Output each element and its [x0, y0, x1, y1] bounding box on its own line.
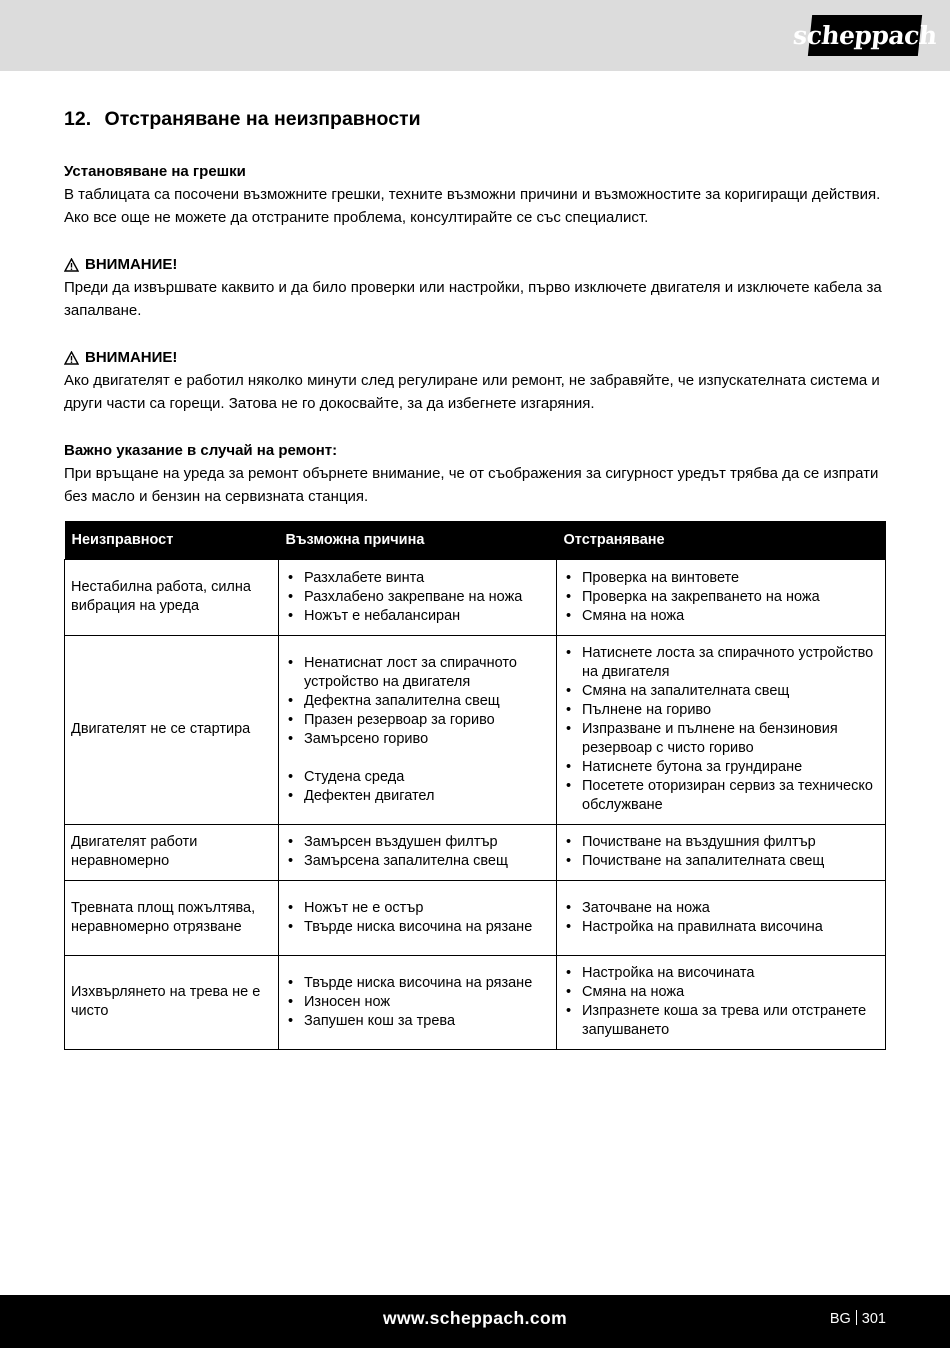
list-item: • Смяна на ножа	[563, 983, 879, 1002]
list-item: • Смяна на ножа	[563, 607, 879, 626]
list-item: • Разхлабете винта	[285, 569, 550, 588]
diagnosis-text: В таблицата са посочени възможните грешки, техните възможни причини и възможностите за коригиращи действия. Ако все още не можете да отстраните проблема, консултирайте се със специалист.	[64, 186, 881, 226]
diagnosis-block	[64, 160, 886, 229]
list-item: • Изпразване и пълнене на бензиновия резервоар с чисто гориво	[563, 720, 879, 758]
list-item: • Пълнене на гориво	[563, 701, 879, 720]
table-header-row	[65, 521, 886, 560]
repair-text: При връщане на уреда за ремонт обърнете внимание, че от съображения за сигурност уредът трябва да се изпрати без масло и бензин на сервизната станция.	[64, 465, 879, 505]
remedy-cell	[557, 825, 886, 881]
warning-triangle-icon	[64, 351, 79, 365]
cause-cell	[279, 956, 557, 1050]
list-item: • Почистване на запалителната свещ	[563, 852, 879, 871]
remedy-cell	[557, 560, 886, 636]
warning-block-2	[64, 346, 886, 415]
page-indicator	[830, 1310, 886, 1327]
page-number: 301	[861, 1311, 886, 1327]
header-cause: Възможна причина	[279, 521, 557, 560]
section-heading	[64, 104, 886, 134]
list-item: • Заточване на ножа	[563, 899, 879, 918]
list-item: • Почистване на въздушния филтър	[563, 833, 879, 852]
warning-heading-1	[64, 253, 886, 276]
list-item: • Ножът не е остър	[285, 899, 550, 918]
header-remedy: Отстраняване	[557, 521, 886, 560]
remedy-cell	[557, 881, 886, 956]
footer-bar	[0, 1295, 950, 1348]
warning-block-1	[64, 253, 886, 322]
table-row	[65, 956, 886, 1050]
list-item: • Натиснете бутона за грундиране	[563, 758, 879, 777]
warning-title-1: ВНИМАНИЕ!	[85, 256, 178, 273]
website-link[interactable]: www.scheppach.com	[382, 1308, 568, 1328]
fault-cell: Двигателят не се стартира	[65, 636, 279, 825]
warning-heading-2	[64, 346, 886, 369]
remedy-cell	[557, 636, 886, 825]
cause-cell	[279, 636, 557, 825]
list-item: • Замърсен въздушен филтър	[285, 833, 550, 852]
cause-cell	[279, 560, 557, 636]
diagnosis-title: Установяване на грешки	[64, 163, 246, 180]
fault-cell: Изхвърлянето на трева не е чисто	[65, 956, 279, 1050]
list-item: • Разхлабено закрепване на ножа	[285, 588, 550, 607]
list-item: • Проверка на закрепването на ножа	[563, 588, 879, 607]
warning-text-1: Преди да извършвате каквито и да било проверки или настройки, първо изключете двигателя и изключете кабела за запалване.	[64, 279, 882, 319]
list-item: • Посетете оторизиран сервиз за техническо обслужване	[563, 777, 879, 815]
fault-cell: Тревната площ пожълтява, неравномерно отрязване	[65, 881, 279, 956]
section-title: Отстраняване на неизправности	[104, 108, 421, 130]
list-item: • Смяна на запалителната свещ	[563, 682, 879, 701]
table-row	[65, 825, 886, 881]
list-item: • Замърсена запалителна свещ	[285, 852, 550, 871]
repair-block	[64, 439, 886, 508]
list-item: • Ножът е небалансиран	[285, 607, 550, 626]
repair-title: Важно указание в случай на ремонт:	[64, 442, 338, 459]
table-row	[65, 881, 886, 956]
list-item: • Твърде ниска височина на рязане	[285, 974, 550, 993]
list-item: • Дефектен двигател	[285, 787, 550, 806]
brand-logo: scheppach	[808, 15, 922, 56]
section-number: 12.	[64, 108, 92, 130]
list-item: • Замърсено гориво	[285, 730, 550, 749]
list-item: • Ненатиснат лост за спирачното устройство на двигателя	[285, 654, 550, 692]
page-content	[64, 104, 886, 532]
list-item: • Натиснете лоста за спирачното устройство на двигателя	[563, 644, 879, 682]
cause-cell	[279, 881, 557, 956]
language-code: BG	[829, 1311, 851, 1327]
list-item: • Изпразнете коша за трева или отстранете запушването	[563, 1002, 879, 1040]
troubleshooting-table	[64, 521, 886, 1050]
fault-cell: Двигателят работи неравномерно	[65, 825, 279, 881]
header-bar	[0, 0, 950, 71]
separator	[856, 1310, 857, 1325]
cause-cell	[279, 825, 557, 881]
list-item: • Настройка на правилната височина	[563, 918, 879, 937]
list-item: • Настройка на височината	[563, 964, 879, 983]
list-item: • Проверка на винтовете	[563, 569, 879, 588]
remedy-cell	[557, 956, 886, 1050]
list-item: • Износен нож	[285, 993, 550, 1012]
list-item: • Твърде ниска височина на рязане	[285, 918, 550, 937]
list-item: • Празен резервоар за гориво	[285, 711, 550, 730]
list-item: • Студена среда	[285, 768, 550, 787]
fault-cell: Нестабилна работа, силна вибрация на уреда	[65, 560, 279, 636]
list-item: • Дефектна запалителна свещ	[285, 692, 550, 711]
header-fault: Неизправност	[65, 521, 279, 560]
warning-title-2: ВНИМАНИЕ!	[85, 349, 178, 366]
list-item: • Запушен кош за трева	[285, 1012, 550, 1031]
warning-text-2: Ако двигателят е работил няколко минути след регулиране или ремонт, не забравяйте, че изпускателната система и други части са горещи. Затова не го докосвайте, за да избегнете изгаряния.	[64, 372, 880, 412]
table-row	[65, 636, 886, 825]
table-row	[65, 560, 886, 636]
warning-triangle-icon	[64, 258, 79, 272]
